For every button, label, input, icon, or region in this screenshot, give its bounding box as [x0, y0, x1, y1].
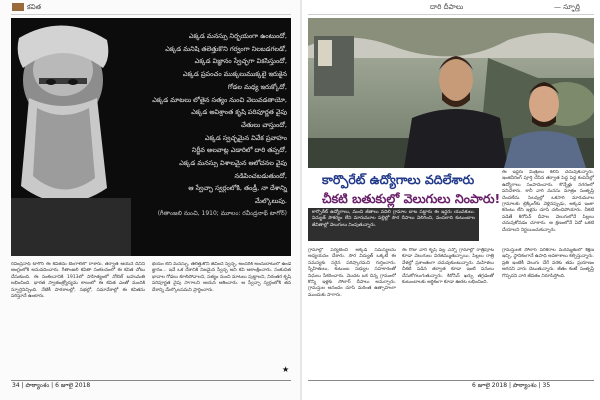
poem-line: ఎక్కడ మనస్సు నిర్భయంగా ఉంటుందో, [188, 32, 287, 40]
poem-line: ఎక్కడ ప్రపంచం ముక్కలుముక్కలై ఇరుకైన [182, 70, 287, 79]
caption-text: కార్పొరేట్ ఉద్యోగాలు, మంచి జీతాలు వదిలి గ్రామాల బాట పట్టారు ఈ ఇద్దరు యువకులు. విద్యుత్ సౌకర్యం లేని మారుమూల పల్లెల్లో సౌర దీపాలు వెలిగించి, వందలాది కుటుంబాల జీవితాల్లో వెలుగులు నింపుతున్నారు. [312, 210, 475, 228]
poem-line: గోడల మధ్య ఇరుక్కోదో, [227, 82, 287, 91]
section-marker-icon [12, 3, 24, 11]
two-men-photo-image [308, 18, 594, 168]
poem-line: చేతులు చాస్తుందో, [241, 120, 287, 129]
poem-line: నడిపించబడుతుందో, [234, 171, 287, 180]
left-body-column-1 [11, 262, 145, 378]
poem-line: ఎక్కడ మనస్సు విశాలమైన ఆలోచనల వైపు [179, 159, 287, 168]
right-footer-rule [308, 380, 594, 381]
photo-caption [308, 208, 479, 241]
poem-line: నిర్జీవ అలవాట్ల ఎడారిలో దారి తప్పదో, [191, 146, 287, 155]
headline-line-1: కార్పొరేట్ ఉద్యోగాలు వదిలేశారు [322, 172, 475, 187]
tagore-portrait-image [11, 18, 131, 256]
left-running-head [12, 0, 41, 14]
body-text: భయం లేని మనస్సు, తలెత్తుకొని జీవించే స్వేచ్ఛ, అందరికీ అందుబాటులో ఉండే జ్ఞానం... ఇవే ఒక దేశానికి నిజమైన స్వేచ్ఛ అని కవి ఆకాంక్షించారు. సంకుచిత భావాల గోడలు కూలిపోవాలని, సత్యం నుంచి మాటలు పుట్టాలని, నిరంతర కృషి పరిపూర్ణత వైపు సాగాలని ఆయన ఆశించారు. ఆ స్వేచ్ఛా స్వర్గంలోకి తన దేశాన్ని మేల్కొలపమని ప్రార్థించారు. [152, 262, 291, 293]
poem-source: (గీతాంజలి నుంచి, 1910; మూలం: రవీంద్రనాథ్ టాగోర్) [157, 209, 287, 217]
right-running-head [430, 0, 463, 14]
right-header-rule [308, 14, 594, 15]
poem-poster [11, 18, 291, 256]
right-section-tag: — స్ఫూర్తి [554, 3, 580, 11]
poem-line: ఆ స్వేచ్ఛా స్వర్గంలోకి, తండ్రీ, నా దేశాన్ని [188, 184, 287, 193]
right-page-footer: 6 జూలై 2018 | పాఠ్యాంశం | 35 [472, 382, 551, 389]
left-header-rule [11, 14, 291, 15]
founders-photo [308, 18, 594, 168]
left-page-footer: 34 | పాఠ్యాంశం | 6 జూలై 2018 [12, 382, 91, 389]
left-body-column-2 [152, 262, 291, 372]
body-text: గ్రామాల్లో పర్యటించి అక్కడి సమస్యలను అధ్యయనం చేశారు. సౌర విద్యుత్ ఒక్కటే ఈ సమస్యకు సరైన పరిష్కారమని గుర్తించారు. స్నేహితులు, కుటుంబ సభ్యుల సహకారంతో నిధులు సేకరించారు. మొదట ఒక చిన్న గ్రామంలో కొన్ని ఇళ్లకు సోలార్ దీపాలు అమర్చారు. గ్రామస్తుల ఆనందం చూసి మరింత ఉత్సాహంగా ముందుకు సాగారు. [308, 248, 396, 298]
body-text: ఈ రోజు వారి కృషి వల్ల ఎన్నో గ్రామాల్లో రాత్రిపూట కూడా వెలుగులు విరజిమ్ముతున్నాయి. పిల్లలు రాత్రి వేళల్లో ప్రశాంతంగా చదువుకుంటున్నారు. మహిళలు చీకటి పడిన తర్వాత కూడా ఇంటి పనులు చేసుకోగలుగుతున్నారు. కిరోసిన్ ఖర్చు తగ్గడంతో కుటుంబాలకు ఆర్థికంగా కూడా ఊరట లభించింది. [402, 248, 494, 286]
body-text: ఈ ఇద్దరు మిత్రులు కలిసి చదువుకున్నారు. ఇంజినీరింగ్ పూర్తి చేసిన తర్వాత పెద్ద పెద్ద కంపెనీల్లో ఉద్యోగాలు సంపాదించారు. కొన్నేళ్లు నగరంలో పనిచేశారు. కానీ వారి మనసు మాత్రం సంతృప్తి చెందలేదు. సెలవుల్లో ఒకసారి మారుమూల గ్రామాలకు ట్రెక్కింగ్‌కు వెళ్లినప్పుడు, అక్కడ ఇంకా కరెంటు లేని ఇళ్లను చూసి చలించిపోయారు. చీకటి పడితే కిరోసిన్ దీపాల వెలుగులోనే పిల్లలు చదువుకోవడం చూశారు. ఆ క్షణంలోనే ఏదో ఒకటి చేయాలని నిర్ణయించుకున్నారు. [502, 170, 594, 233]
poem-line: ఎక్కడ అవిశ్రాంత కృషి పరిపూర్ణత వైపు [191, 108, 287, 117]
poem-text [115, 30, 287, 221]
poem-line: మేల్కొలుపు. [254, 197, 287, 206]
end-of-article-star-icon: ★ [282, 365, 290, 374]
poem-line: ఎక్కడ విజ్ఞానం స్వేచ్ఛగా వికసిస్తుందో, [194, 57, 287, 66]
headline-line-2: చీకటి బతుకుల్లో వెలుగులు నింపారు! [322, 191, 501, 206]
poem-line: ఎక్కడ మనిషి తలెత్తుకొని గర్వంగా నిలబడగలడో, [165, 44, 287, 53]
article-headline [322, 170, 532, 208]
right-section-title: దారి దీపాలు [430, 3, 464, 11]
body-text: రవీంద్రనాథ్ టాగోర్ ఈ కవితను బెంగాలీలో రాశారు. తర్వాత ఆయనే దీనిని ఆంగ్లంలోకి అనువదించారు. గీతాంజలి కవితా సంకలనంలో ఈ కవిత చోటు చేసుకుంది. ఈ సంకలనానికి 1913లో సాహిత్యంలో నోబెల్ బహుమతి లభించింది. భారత స్వాతంత్ర్యోద్యమ కాలంలో ఈ కవిత ఎంతో మందికి స్ఫూర్తినిచ్చింది. నేటికీ పాఠశాలల్లో, సభల్లో, సమావేశాల్లో ఈ కవితను పఠిస్తూనే ఉంటారు. [11, 262, 145, 300]
right-body-column-2 [402, 248, 494, 378]
poem-line: ఎక్కడ స్వచ్ఛమైన వివేక ప్రవాహం [204, 133, 287, 142]
right-page [302, 0, 600, 400]
right-side-column [502, 170, 594, 246]
right-body-column-1 [308, 248, 396, 378]
left-section-title: కవిత [27, 3, 42, 11]
poem-line: ఎక్కడ మాటలు లోతైన సత్యం నుంచి వెలువడతాయో, [152, 95, 287, 104]
body-text: గ్రామస్తులకే సోలార్ పరికరాల మరమ్మతులో శిక్షణ ఇచ్చి, స్థానికంగానే ఉపాధి అవకాశాలు కల్పిస్తున్నారు. ప్రతి ఇంటికీ వెలుగు చేరే వరకు తమ ప్రయాణం ఆగదని వారు చెబుతున్నారు. జీతం కంటే సంతృప్తే గొప్పదని వారి జీవితం నిరూపిస్తోంది. [502, 248, 594, 279]
right-body-column-3 [502, 248, 594, 378]
